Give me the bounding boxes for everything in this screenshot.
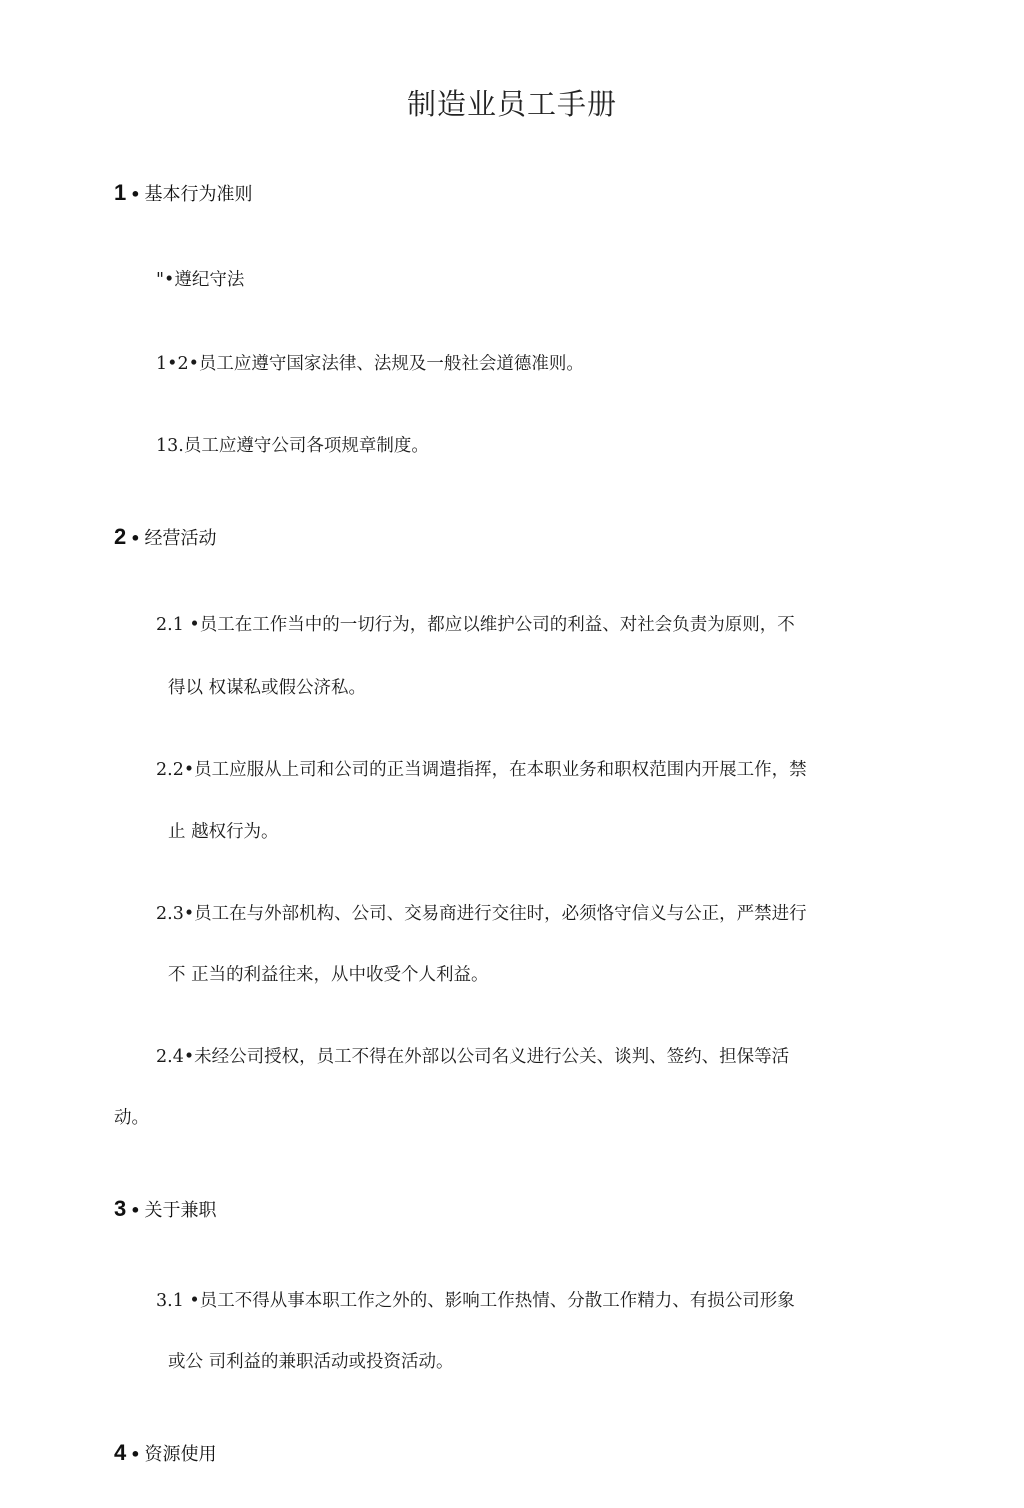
- paragraph-line: 2.1 •员工在工作当中的一切行为，都应以维护公司的利益、对社会负责为原则，不: [156, 615, 795, 635]
- paragraph-line: 2.2•员工应服从上司和公司的正当调遣指挥，在本职业务和职权范围内开展工作，禁: [156, 760, 807, 780]
- paragraph-line: 13.员工应遵守公司各项规章制度。: [156, 436, 429, 456]
- section-heading-4: [114, 1440, 216, 1466]
- section-number: 3: [114, 1196, 127, 1221]
- section-heading-2: [114, 524, 216, 550]
- paragraph-line: "•遵纪守法: [156, 270, 245, 290]
- paragraph-line: 1•2•员工应遵守国家法律、法规及一般社会道德准则。: [156, 354, 584, 374]
- paragraph-line: 止 越权行为。: [168, 822, 279, 842]
- section-title: 基本行为准则: [144, 184, 253, 205]
- paragraph-line: 不 正当的利益往来，从中收受个人利益。: [168, 965, 489, 985]
- paragraph-line: 2.3•员工在与外部机构、公司、交易商进行交往时，必须恪守信义与公正，严禁进行: [156, 904, 807, 924]
- bullet-dot: •: [130, 185, 141, 204]
- bullet-dot: •: [130, 1201, 141, 1220]
- paragraph-line: 2.4•未经公司授权，员工不得在外部以公司名义进行公关、谈判、签约、担保等活: [156, 1047, 790, 1067]
- section-number: 2: [114, 524, 127, 549]
- page-title: 制造业员工手册: [406, 87, 617, 121]
- section-number: 4: [114, 1440, 127, 1465]
- section-heading-3: [114, 1196, 216, 1222]
- paragraph-line: 动。: [114, 1108, 149, 1128]
- paragraph-line: 或公 司利益的兼职活动或投资活动。: [168, 1352, 454, 1372]
- bullet-dot: •: [130, 529, 141, 548]
- paragraph-line: 得以 权谋私或假公济私。: [168, 678, 367, 698]
- section-title: 资源使用: [144, 1444, 217, 1465]
- section-title: 经营活动: [144, 528, 217, 549]
- section-number: 1: [114, 180, 127, 205]
- section-title: 关于兼职: [144, 1200, 217, 1221]
- section-heading-1: [114, 180, 252, 206]
- bullet-dot: •: [130, 1445, 141, 1464]
- paragraph-line: 3.1 •员工不得从事本职工作之外的、影响工作热情、分散工作精力、有损公司形象: [156, 1291, 795, 1311]
